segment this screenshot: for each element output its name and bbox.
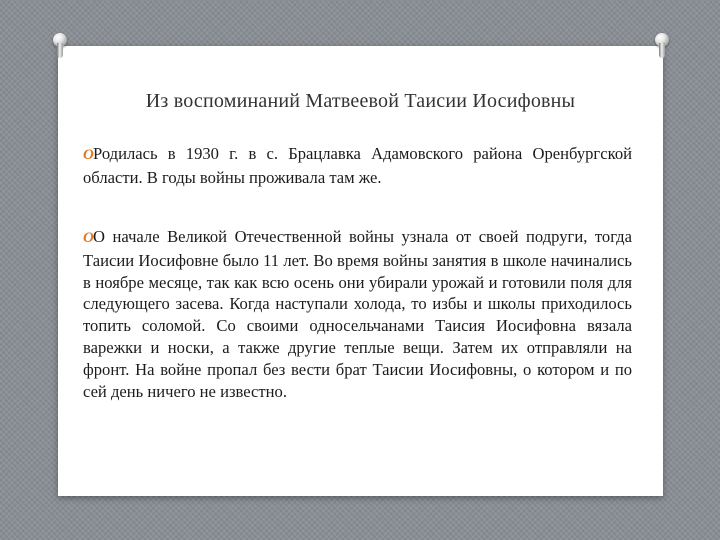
pushpin-right-icon [654,33,670,59]
paragraph-birth [83,143,632,189]
paragraph-text: Родилась в 1930 г. в с. Брацлавка Адамовского района Оренбургской области. В годы войны проживала там же. [83,144,632,187]
pushpin-left-icon [52,33,68,59]
slide-title: Из воспоминаний Матвеевой Таисии Иосифовны [145,90,576,112]
bullet-icon: O [83,230,94,246]
paragraph-war-memories [83,226,632,402]
bullet-icon: O [83,147,94,163]
paragraph-text: О начале Великой Отечественной войны узнала от своей подруги, тогда Таисии Иосифовне было 11 лет. Во время войны занятия в школе начинались в ноябре месяце, так как всю осень они убирали урожай и готовили поля для следующего засева. Когда наступали холода, то избы и школы приходилось топить соломой. Со своими односельчанами Таисия Иосифовна вязала варежки и носки, а также другие теплые вещи. Затем их отправляли на фронт. На войне пропал без вести брат Таисии Иосифовны, о котором и по сей день ничего не известно. [83,227,632,401]
